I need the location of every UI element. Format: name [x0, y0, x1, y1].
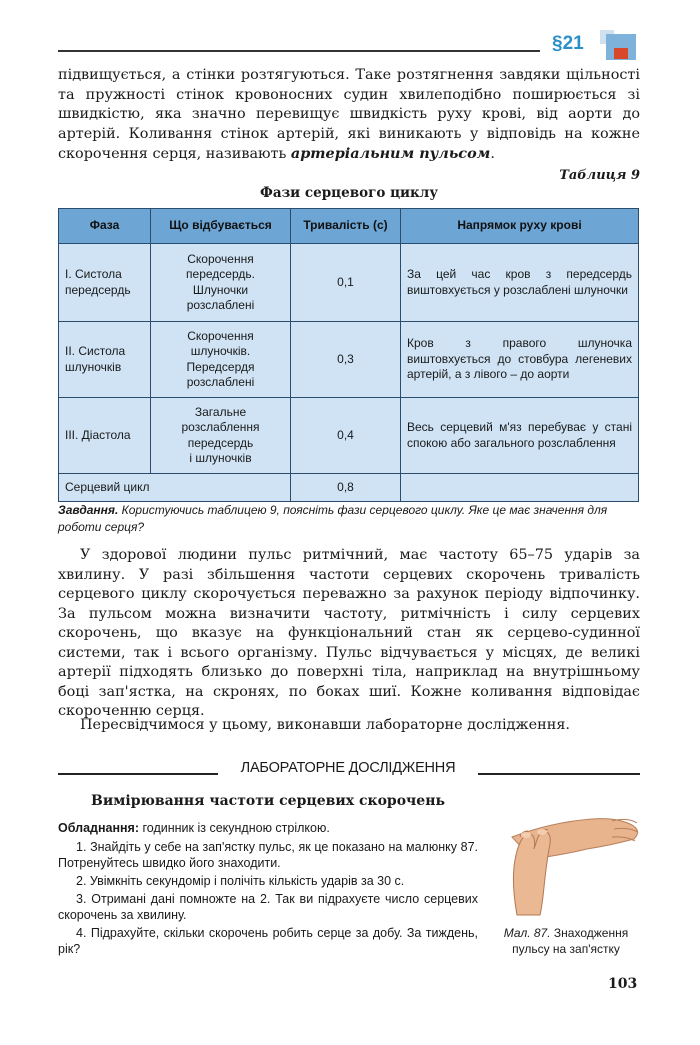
- task-label: Завдання.: [58, 503, 119, 517]
- table-title: Фази серцевого циклу: [260, 185, 438, 201]
- lab-step: 1. Знайдіть у себе на зап'ястку пульс, як це показано на малюнку 87. Потренуйтесь швидко його знаходити.: [58, 840, 478, 870]
- table-row: [59, 244, 639, 322]
- table-caption: Таблиця 9: [559, 168, 640, 183]
- header-duration: Тривалість (с): [291, 209, 401, 244]
- table-total-row: [59, 474, 639, 502]
- wrist-pulse-illustration: [492, 797, 642, 917]
- lab-intro-paragraph: Пересвідчимося у цьому, виконавши лабораторне дослідження.: [80, 717, 571, 733]
- cell-duration: 0,1: [291, 244, 401, 322]
- lab-step: 4. Підрахуйте, скільки скорочень робить серце за добу. За тиждень, рік?: [58, 926, 478, 956]
- intro-paragraph: підвищується, а стінки розтягуються. Таке розтягнення завдяки щільності та пружності стінок кровоносних судин хвилеподібно поширюється зі швидкістю, яка значно перевищує швидкість руху крові, від аорти до артерій. Коливання стінок артерій, які виникають у відповідь на кожне скорочення серця, називають артеріальним пульсом.: [58, 67, 640, 162]
- table-row: [59, 322, 639, 398]
- page-number: 103: [608, 976, 638, 992]
- pulse-paragraph: У здорової людини пульс ритмічний, має частоту 65–75 ударів за хвилину. У разі збільшення частоти серцевих скорочень тривалість серцевого циклу скорочується переважно за рахунок періоду відпочинку. За пульсом можна визначити частоту, ритмічність і силу серцевих скорочень, що вказує на функціональний стан як серцево-судинної системи, так і всього організму. Пульс відчувається у місцях, де великі артерії підходять близько до поверхні тіла, наприклад на внутрішньому боці зап'ястка, на скронях, по боках шиї. Кожне коливання відповідає скороченню серця.: [58, 547, 640, 719]
- header-decor-red: [614, 48, 628, 59]
- cell-total-duration: 0,8: [291, 474, 401, 502]
- table-header-row: [59, 209, 639, 244]
- cell-total-empty: [401, 474, 639, 502]
- lab-step: 2. Увімкніть секундомір і полічіть кількість ударів за 30 с.: [76, 874, 405, 888]
- cell-phase: ІІІ. Діастола: [59, 398, 151, 474]
- cell-direction: За цей час кров з передсердь виштовхується у розслаблені шлуночки: [401, 244, 639, 322]
- cell-direction: Весь серцевий м'яз перебуває у стані спокою або загального розслаблення: [401, 398, 639, 474]
- lab-heading-row: [58, 760, 640, 780]
- cell-phase: ІІ. Систола шлуночків: [59, 322, 151, 398]
- lab-rule-left: [58, 773, 218, 775]
- lab-rule-right: [478, 773, 640, 775]
- lab-step: 3. Отримані дані помножте на 2. Так ви підрахуєте число серцевих скорочень за хвилину.: [58, 892, 478, 922]
- header-phase: Фаза: [59, 209, 151, 244]
- lab-equipment: Обладнання: годинник із секундною стрілкою.: [58, 821, 330, 835]
- figure-caption: Мал. 87. Знаходження пульсу на зап'ястку: [503, 926, 629, 956]
- term-arterial-pulse: артеріальним пульсом: [290, 145, 491, 162]
- table-row: [59, 398, 639, 474]
- cell-duration: 0,4: [291, 398, 401, 474]
- cell-total-label: Серцевий цикл: [59, 474, 291, 502]
- header-direction: Напрямок руху крові: [401, 209, 639, 244]
- cell-phase: І. Систола передсердь: [59, 244, 151, 322]
- header-rule: [58, 50, 540, 52]
- cardiac-cycle-table: [58, 208, 639, 502]
- cell-direction: Кров з правого шлуночка виштовхується до стовбура легеневих артерій, а з лівого – до аорти: [401, 322, 639, 398]
- cell-what: Скорочення шлуночків. Передсердя розслаблені: [151, 322, 291, 398]
- lab-title: Вимірювання частоти серцевих скорочень: [91, 793, 445, 809]
- cell-what: Скорочення передсердь. Шлуночки розслаблені: [151, 244, 291, 322]
- lab-heading: ЛАБОРАТОРНЕ ДОСЛІДЖЕННЯ: [240, 760, 456, 776]
- header-what: Що відбувається: [151, 209, 291, 244]
- section-number: §21: [552, 33, 584, 54]
- cell-what: Загальне розслаблення передсердь і шлуночків: [151, 398, 291, 474]
- cell-duration: 0,3: [291, 322, 401, 398]
- task-note: Завдання. Користуючись таблицею 9, поясніть фази серцевого циклу. Яке це має значення для роботи серця?: [58, 503, 608, 534]
